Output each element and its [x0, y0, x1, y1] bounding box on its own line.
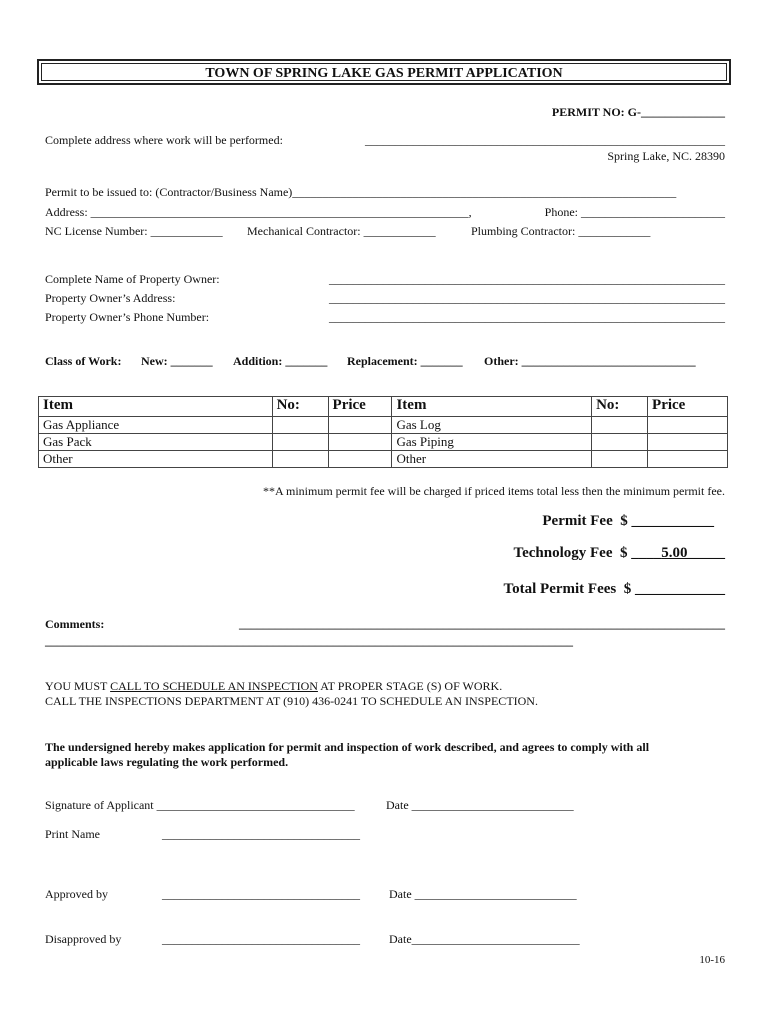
disapproved-by-field[interactable]: _________________________________: [162, 932, 360, 946]
work-address-label: Complete address where work will be performed:: [45, 133, 283, 147]
no-cell[interactable]: [272, 417, 328, 434]
print-name-field[interactable]: _________________________________: [162, 827, 360, 841]
header-price-right: Price: [648, 397, 728, 417]
item-gas-piping: Gas Piping: [392, 434, 592, 451]
applicant-signature-field[interactable]: Signature of Applicant _________________________________: [45, 798, 355, 812]
mechanical-contractor-field[interactable]: Mechanical Contractor: ____________: [247, 224, 436, 238]
approved-by-label: Approved by: [45, 887, 108, 901]
technology-fee: Technology Fee $ ____5.00_____: [513, 545, 725, 561]
plumbing-contractor-field[interactable]: Plumbing Contractor: ____________: [471, 224, 651, 238]
declaration-line-1: The undersigned hereby makes application for permit and inspection of work described, and agrees to comply with all: [45, 740, 650, 754]
comments-label: Comments:: [45, 617, 105, 631]
comments-line-2[interactable]: ________________________________________________________________________________________: [45, 634, 573, 648]
work-address-field[interactable]: ____________________________________________________________: [365, 133, 725, 147]
header-item-left: Item: [39, 397, 273, 417]
price-cell[interactable]: [328, 451, 392, 468]
price-cell[interactable]: [328, 417, 392, 434]
price-cell[interactable]: [328, 434, 392, 451]
items-table: [38, 396, 728, 468]
contractor-phone-field[interactable]: Phone: ________________________: [544, 205, 725, 219]
table-row: [39, 417, 728, 434]
disapproved-date-field[interactable]: Date____________________________: [389, 932, 580, 946]
other-work-field[interactable]: Other: _____________________________: [484, 354, 696, 368]
header-no-right: No:: [592, 397, 648, 417]
no-cell[interactable]: [592, 417, 648, 434]
owner-address-field[interactable]: __________________________________________________________________: [329, 291, 725, 305]
price-cell[interactable]: [648, 434, 728, 451]
minimum-fee-note: **A minimum permit fee will be charged if priced items total less then the minimum permit fee.: [263, 484, 725, 498]
issued-to-field[interactable]: Permit to be issued to: (Contractor/Business Name)________________________________________________________________: [45, 185, 677, 199]
permit-number[interactable]: PERMIT NO: G-______________: [551, 105, 725, 119]
disapproved-by-label: Disapproved by: [45, 932, 122, 946]
no-cell[interactable]: [272, 434, 328, 451]
contractor-address-field[interactable]: Address: _______________________________________________________________,: [45, 205, 472, 219]
header-price-left: Price: [328, 397, 392, 417]
item-other-right: Other: [392, 451, 592, 468]
inspection-line-2: CALL THE INSPECTIONS DEPARTMENT AT (910) 436-0241 TO SCHEDULE AN INSPECTION.: [45, 694, 538, 708]
city-zip: Spring Lake, NC. 28390: [607, 149, 725, 163]
owner-name-field[interactable]: __________________________________________________________________: [329, 272, 725, 286]
price-cell[interactable]: [648, 451, 728, 468]
schedule-inspection-text: CALL TO SCHEDULE AN INSPECTION: [110, 679, 318, 693]
header-item-right: Item: [392, 397, 592, 417]
item-gas-appliance: Gas Appliance: [39, 417, 273, 434]
no-cell[interactable]: [272, 451, 328, 468]
print-name-label: Print Name: [45, 827, 100, 841]
item-gas-log: Gas Log: [392, 417, 592, 434]
owner-address-label: Property Owner’s Address:: [45, 291, 176, 305]
form-revision-code: 10-16: [699, 954, 725, 966]
applicant-date-field[interactable]: Date ___________________________: [386, 798, 574, 812]
title-box: [37, 59, 731, 85]
inspection-line-1: YOU MUST CALL TO SCHEDULE AN INSPECTION AT PROPER STAGE (S) OF WORK.: [45, 679, 503, 693]
addition-work-field[interactable]: Addition: _______: [233, 354, 328, 368]
technology-fee-value: 5.00: [661, 545, 688, 561]
owner-phone-label: Property Owner’s Phone Number:: [45, 310, 210, 324]
approved-by-field[interactable]: _________________________________: [162, 887, 360, 901]
price-cell[interactable]: [648, 417, 728, 434]
owner-name-label: Complete Name of Property Owner:: [45, 272, 220, 286]
table-row: [39, 434, 728, 451]
header-no-left: No:: [272, 397, 328, 417]
table-row: [39, 451, 728, 468]
item-gas-pack: Gas Pack: [39, 434, 273, 451]
total-fees-field[interactable]: Total Permit Fees $ ____________: [503, 581, 725, 597]
owner-phone-field[interactable]: __________________________________________________________________: [329, 310, 725, 324]
item-other-left: Other: [39, 451, 273, 468]
declaration-line-2: applicable laws regulating the work performed.: [45, 755, 289, 769]
no-cell[interactable]: [592, 451, 648, 468]
page-title: TOWN OF SPRING LAKE GAS PERMIT APPLICATION: [205, 66, 563, 81]
technology-fee-label: Technology Fee $: [513, 545, 628, 561]
replacement-work-field[interactable]: Replacement: _______: [347, 354, 463, 368]
license-number-field[interactable]: NC License Number: ____________: [45, 224, 223, 238]
new-work-field[interactable]: New: _______: [141, 354, 213, 368]
comments-line-1[interactable]: _________________________________________________________________________________: [239, 617, 725, 631]
approved-date-field[interactable]: Date ___________________________: [389, 887, 577, 901]
class-of-work-label: Class of Work:: [45, 354, 122, 368]
no-cell[interactable]: [592, 434, 648, 451]
permit-fee-field[interactable]: Permit Fee $ ___________: [542, 513, 714, 529]
